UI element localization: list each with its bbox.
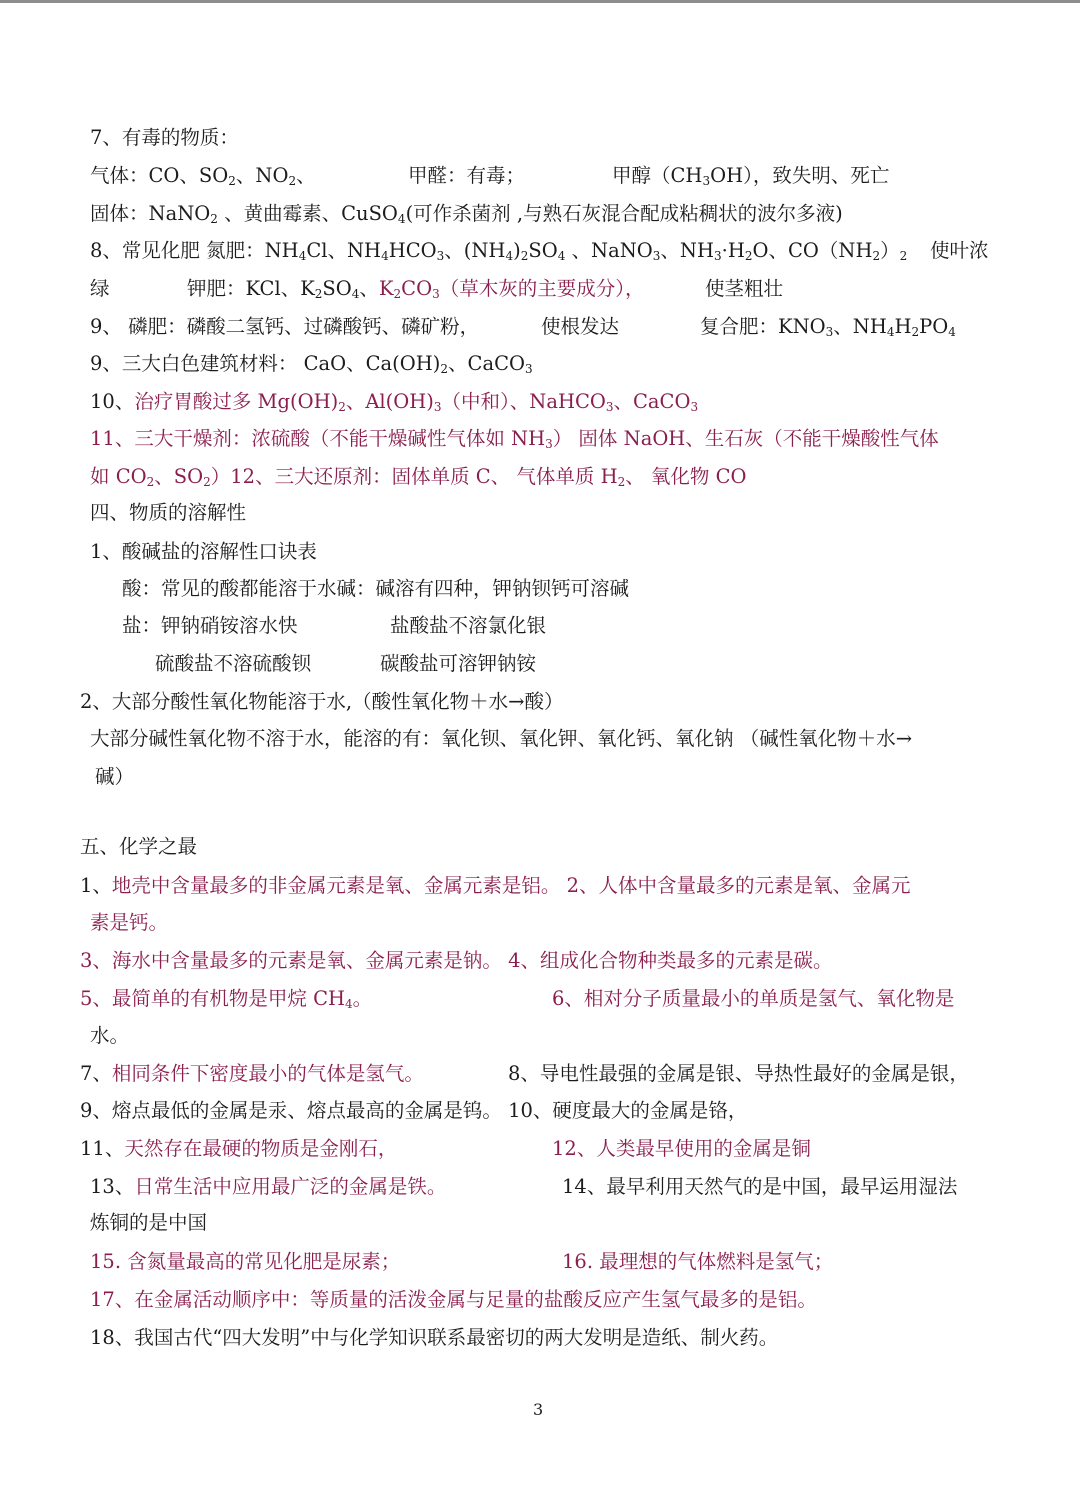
subscript: 4	[351, 287, 360, 301]
subscript: 4	[886, 325, 895, 339]
text-segment: 地壳中含量最多的非金属元素是氧、金属元素是铝。 2、人体中含量最多的元素是氧、金属元	[111, 874, 911, 897]
text-line	[705, 276, 783, 302]
text-line	[90, 1249, 400, 1275]
text-segment: 绿	[90, 277, 110, 300]
text-line	[80, 689, 563, 715]
text-segment: 炼铜的是中国	[90, 1211, 208, 1234]
text-segment: 使根发达	[541, 315, 620, 338]
text-line	[90, 464, 747, 490]
text-segment: Cl、NH	[306, 239, 382, 262]
subscript: 4	[505, 249, 514, 263]
text-segment: 复合肥：KNO	[700, 315, 826, 338]
text-segment: 日常生活中应用最广泛的金属是铁。	[134, 1175, 447, 1198]
text-line	[700, 314, 956, 340]
text-segment: 6、相对分子质量最小的单质是氢气、氧化物是	[552, 987, 955, 1010]
subscript: 3	[714, 249, 722, 263]
subscript: 2	[228, 174, 236, 188]
text-segment: 、NH	[833, 315, 887, 338]
text-line	[80, 986, 372, 1012]
text-line	[90, 125, 239, 151]
text-line	[390, 613, 546, 639]
text-segment: 、NaNO	[565, 239, 653, 262]
text-line	[90, 351, 533, 377]
subscript: 4	[397, 212, 406, 226]
text-segment: 1、酸碱盐的溶解性口诀表	[90, 540, 317, 563]
subscript: 2	[911, 325, 920, 339]
text-segment: 17、在金属活动顺序中：等质量的活泼金属与足量的盐酸反应产生氢气最多的是铝。	[90, 1288, 817, 1311]
text-line	[90, 389, 698, 415]
text-segment: 水。	[90, 1024, 130, 1047]
text-line	[80, 873, 911, 899]
text-segment: K	[378, 277, 394, 300]
text-segment: ）12、三大还原剂：固体单质 C、 气体单质 H	[210, 465, 618, 488]
text-segment: HCO	[388, 239, 437, 262]
text-segment: 使叶浓	[930, 239, 989, 262]
text-segment: 7、有毒的物质：	[90, 126, 239, 149]
text-line	[122, 613, 298, 639]
text-segment: 天然存在最硬的物质是金刚石，	[124, 1137, 398, 1160]
text-segment: 酸：常见的酸都能溶于水碱：碱溶有四种，钾钠钡钙可溶碱	[122, 577, 630, 600]
text-segment: OH），致失明、死亡	[710, 164, 890, 187]
text-line	[80, 1061, 424, 1087]
text-segment: 相同条件下密度最小的气体是氢气。	[111, 1062, 424, 1085]
text-segment: 如 CO	[90, 465, 147, 488]
text-segment: 14、最早利用天然气的是中国，最早运用湿法	[562, 1175, 958, 1198]
text-line	[90, 910, 168, 936]
text-segment: 12、人类最早使用的金属是铜	[552, 1137, 811, 1160]
text-line	[90, 1210, 207, 1236]
text-segment: PO	[919, 315, 949, 338]
text-segment: 使茎粗壮	[705, 277, 784, 300]
text-line	[508, 1061, 969, 1087]
text-line	[90, 238, 907, 264]
text-line	[562, 1174, 957, 1200]
subscript: 2	[210, 212, 218, 226]
text-line	[380, 651, 536, 677]
subscript: 2	[203, 475, 211, 489]
subscript: 4	[381, 249, 389, 263]
subscript: 2	[899, 249, 908, 263]
text-segment: 盐酸盐不溶氯化银	[390, 614, 547, 637]
text-line	[90, 1174, 446, 1200]
subscript: 2	[440, 362, 449, 376]
text-segment: 五、化学之最	[80, 835, 198, 858]
text-line	[552, 1136, 811, 1162]
text-segment: 气体：CO、SO	[90, 164, 229, 187]
text-segment: SO	[322, 277, 352, 300]
text-segment: 8、常见化肥 氮肥：NH	[90, 239, 299, 262]
text-segment: 、(NH	[444, 239, 506, 262]
text-line	[930, 238, 989, 264]
text-line	[408, 163, 525, 189]
text-line	[552, 986, 954, 1012]
subscript: 3	[545, 437, 553, 451]
page-number: 3	[533, 1400, 544, 1419]
text-segment: 硫酸盐不溶硫酸钡	[155, 652, 312, 675]
subscript: 4	[298, 249, 307, 263]
text-line	[541, 314, 619, 340]
text-segment: 、CaCO	[448, 352, 525, 375]
text-segment: 、黄曲霉素、CuSO	[217, 202, 398, 225]
text-segment: 16. 最理想的气体燃料是氢气；	[562, 1250, 834, 1273]
text-segment: 碱）	[95, 765, 135, 788]
text-segment: ） 固体 NaOH、生石灰（不能干燥酸性气体	[552, 427, 939, 450]
text-segment: 四、物质的溶解性	[90, 501, 247, 524]
text-segment: 3、海水中含量最多的元素是氧、金属元素是钠。 4、组成化合物种类最多的元素是碳。	[80, 949, 833, 972]
text-segment: 11、	[80, 1137, 125, 1160]
text-segment: 10、	[90, 390, 135, 413]
text-segment: 1、	[80, 874, 112, 897]
text-segment: 、 氧化物 CO	[625, 465, 747, 488]
text-segment: 甲醇（CH	[612, 164, 703, 187]
text-segment: (可作杀菌剂 ,与熟石灰混合配成粘稠状的波尔多液)	[405, 202, 843, 225]
text-segment: 7、	[80, 1062, 112, 1085]
text-segment: 15. 含氮量最高的常见化肥是尿素；	[90, 1250, 401, 1273]
text-segment: 18、我国古代“四大发明”中与化学知识联系最密切的两大发明是造纸、制火药。	[90, 1326, 779, 1349]
text-segment: （中和）、NaHCO	[441, 390, 606, 413]
text-line	[612, 163, 889, 189]
text-segment: 2、大部分酸性氧化物能溶于水,（酸性氧化物＋水→酸）	[80, 690, 564, 713]
subscript: 4	[948, 325, 956, 339]
text-line	[90, 500, 246, 526]
text-segment: ·H	[721, 239, 745, 262]
subscript: 2	[146, 475, 155, 489]
text-line	[90, 726, 912, 752]
text-segment: （草木灰的主要成分），	[439, 277, 645, 300]
text-segment: 甲醛：有毒；	[408, 164, 526, 187]
text-segment: 。	[352, 987, 373, 1010]
text-line	[80, 1136, 397, 1162]
text-line	[90, 1023, 129, 1049]
text-segment: 9、熔点最低的金属是汞、熔点最高的金属是钨。 10、硬度最大的金属是铬，	[80, 1099, 748, 1122]
text-line	[90, 1287, 817, 1313]
text-segment: SO	[528, 239, 558, 262]
text-segment: H	[894, 315, 912, 338]
text-line	[155, 651, 311, 677]
text-segment: ）	[880, 239, 900, 262]
subscript: 3	[652, 249, 661, 263]
text-line	[90, 1325, 778, 1351]
subscript: 2	[288, 174, 297, 188]
text-segment: 治疗胃酸过多 Mg(OH)	[134, 390, 339, 413]
text-segment: 固体：NaNO	[90, 202, 211, 225]
subscript: 3	[433, 400, 442, 414]
text-segment: O、CO（NH	[752, 239, 873, 262]
text-line	[80, 834, 197, 860]
subscript: 2	[617, 475, 626, 489]
text-line	[90, 276, 110, 302]
text-segment: 8、导电性最强的金属是银、导热性最好的金属是银，	[508, 1062, 969, 1085]
subscript: 2	[393, 287, 402, 301]
text-segment: 大部分碱性氧化物不溶于水，能溶的有：氧化钡、氧化钾、氧化钙、氧化钠 （碱性氧化物＋水→	[90, 727, 913, 750]
text-line	[90, 539, 317, 565]
text-segment: 碳酸盐可溶钾钠铵	[380, 652, 537, 675]
text-line	[90, 314, 479, 340]
text-line	[95, 764, 134, 790]
subscript: 3	[702, 174, 711, 188]
text-segment: 素是钙。	[90, 911, 169, 934]
subscript: 3	[690, 400, 699, 414]
subscript: 3	[825, 325, 834, 339]
subscript: 2	[872, 249, 881, 263]
text-segment: 、Al(OH)	[345, 390, 434, 413]
text-segment: 、NO	[235, 164, 289, 187]
text-segment: 、NH	[660, 239, 714, 262]
subscript: 3	[525, 362, 533, 376]
subscript: 3	[432, 287, 440, 301]
text-segment: 9、三大白色建筑材料： CaO、Ca(OH)	[90, 352, 441, 375]
text-line	[80, 948, 833, 974]
subscript: 2	[314, 287, 323, 301]
text-line	[90, 201, 843, 227]
text-line	[562, 1249, 833, 1275]
text-segment: 、	[296, 164, 316, 187]
text-segment: 13、	[90, 1175, 135, 1198]
text-segment: 、CaCO	[613, 390, 691, 413]
subscript: 4	[345, 997, 353, 1011]
text-segment: 、SO	[154, 465, 204, 488]
text-segment: 11、三大干燥剂：浓硫酸（不能干燥碱性气体如 NH	[90, 427, 546, 450]
text-segment: )	[513, 239, 521, 262]
subscript: 2	[744, 249, 753, 263]
subscript: 4	[557, 249, 566, 263]
text-segment: 盐：钾钠硝铵溶水快	[122, 614, 298, 637]
text-segment: 5、最简单的有机物是甲烷 CH	[80, 987, 346, 1010]
subscript: 3	[436, 249, 445, 263]
subscript: 3	[605, 400, 614, 414]
text-line	[90, 163, 316, 189]
text-line	[90, 426, 939, 452]
subscript: 2	[338, 400, 346, 414]
subscript: 2	[520, 249, 529, 263]
text-line	[80, 1098, 747, 1124]
text-segment: CO	[401, 277, 433, 300]
text-segment: 9、 磷肥：磷酸二氢钙、过磷酸钙、磷矿粉，	[90, 315, 480, 338]
text-line	[122, 576, 629, 602]
text-segment: 钾肥：KCl、K	[187, 277, 315, 300]
text-segment: 、	[359, 277, 379, 300]
text-line	[187, 276, 644, 302]
